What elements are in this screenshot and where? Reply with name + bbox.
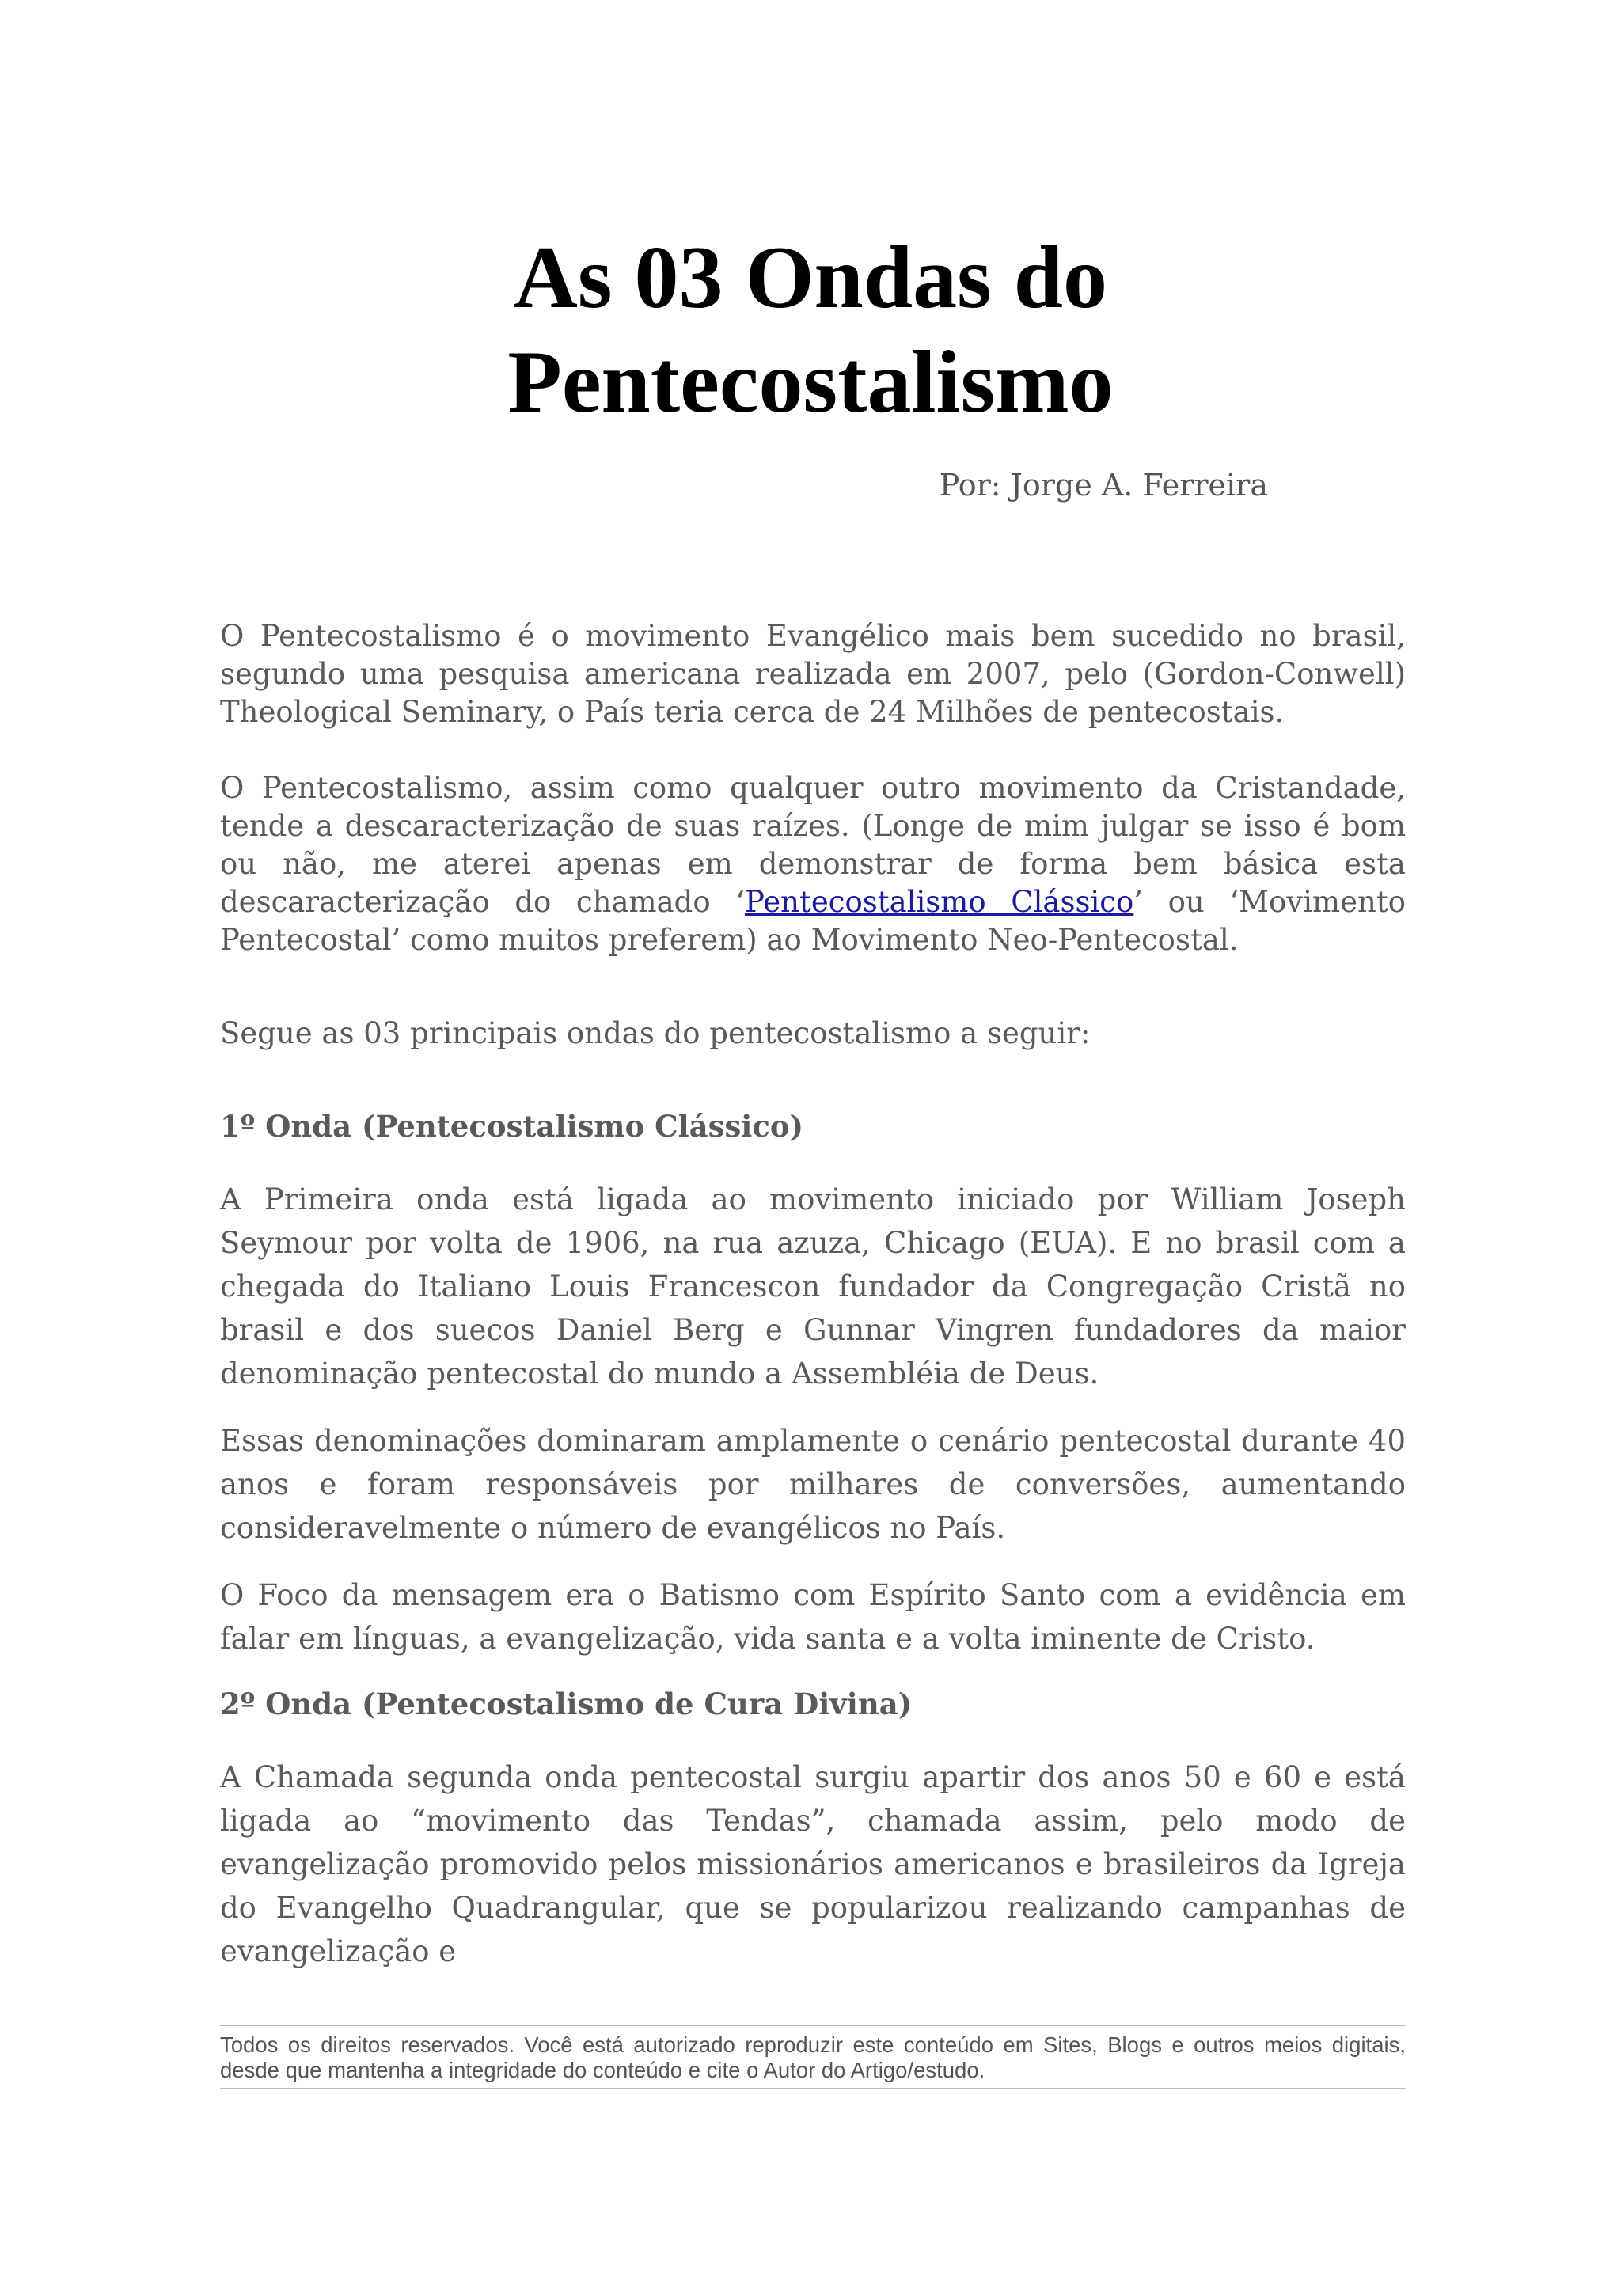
wave-1-heading: 1º Onda (Pentecostalismo Clássico) bbox=[220, 1109, 804, 1144]
title-line-2: Pentecostalismo bbox=[507, 333, 1114, 431]
author-byline: Por: Jorge A. Ferreira bbox=[939, 468, 1268, 503]
intro-paragraph-2 bbox=[220, 769, 1406, 959]
segue-paragraph: Segue as 03 principais ondas do pentecostalismo a seguir: bbox=[220, 1016, 1091, 1050]
intro-2-text-after: ’ ou ‘Movimento Pentecostal’ como muitos preferem) ao Movimento Neo-Pentecostal. bbox=[220, 885, 1406, 957]
intro-paragraph-1: O Pentecostalismo é o movimento Evangélico mais bem sucedido no brasil, segundo uma pesquisa americana realizada em 2007, pelo (Gordon-Conwell) Theological Seminary, o País teria cerca de 24 Milhões de pentecostais. bbox=[220, 619, 1406, 729]
article-body bbox=[220, 617, 1406, 1973]
wave-2-paragraph-1: A Chamada segunda onda pentecostal surgiu apartir dos anos 50 e 60 e está ligada ao “movimento das Tendas”, chamada assim, pelo modo de evangelização promovido pelos missionários americanos e brasileiros da Igreja do Evangelho Quadrangular, que se popularizou realizando campanhas de evangelização e bbox=[220, 1760, 1406, 1968]
wave-1-paragraph-1: A Primeira onda está ligada ao movimento iniciado por William Joseph Seymour por volta de 1906, na rua azuza, Chicago (EUA). E no brasil com a chegada do Italiano Louis Francescon fundador da Congregação Cristã no brasil e dos suecos Daniel Berg e Gunnar Vingren fundadores da maior denominação pentecostal do mundo a Assembléia de Deus. bbox=[220, 1182, 1406, 1391]
title-line-1: As 03 Ondas do bbox=[513, 229, 1108, 327]
wave-1-paragraph-2: Essas denominações dominaram amplamente o cenário pentecostal durante 40 anos e foram responsáveis por milhares de conversões, aumentando consideravelmente o número de evangélicos no País. bbox=[220, 1424, 1406, 1545]
page-title bbox=[0, 226, 1621, 435]
wave-1-paragraph-3: O Foco da mensagem era o Batismo com Espírito Santo com a evidência em falar em línguas, a evangelização, vida santa e a volta iminente de Cristo. bbox=[220, 1578, 1406, 1656]
pentecostalismo-classico-link[interactable]: Pentecostalismo Clássico bbox=[745, 885, 1134, 919]
copyright-footer: Todos os direitos reservados. Você está autorizado reproduzir este conteúdo em Sites, Blogs e outros meios digitais, desde que mantenha a integridade do conteúdo e cite o Autor do Artigo/estudo. bbox=[220, 2025, 1406, 2089]
wave-2-heading: 2º Onda (Pentecostalismo de Cura Divina) bbox=[220, 1687, 913, 1721]
intro-2-text-before: O Pentecostalismo, assim como qualquer outro movimento da Cristandade, tende a descaracterização de suas raízes. (Longe de mim julgar se isso é bom ou não, me aterei apenas em demonstrar de forma bem básica esta descaracterização do chamado ‘ bbox=[220, 771, 1406, 919]
